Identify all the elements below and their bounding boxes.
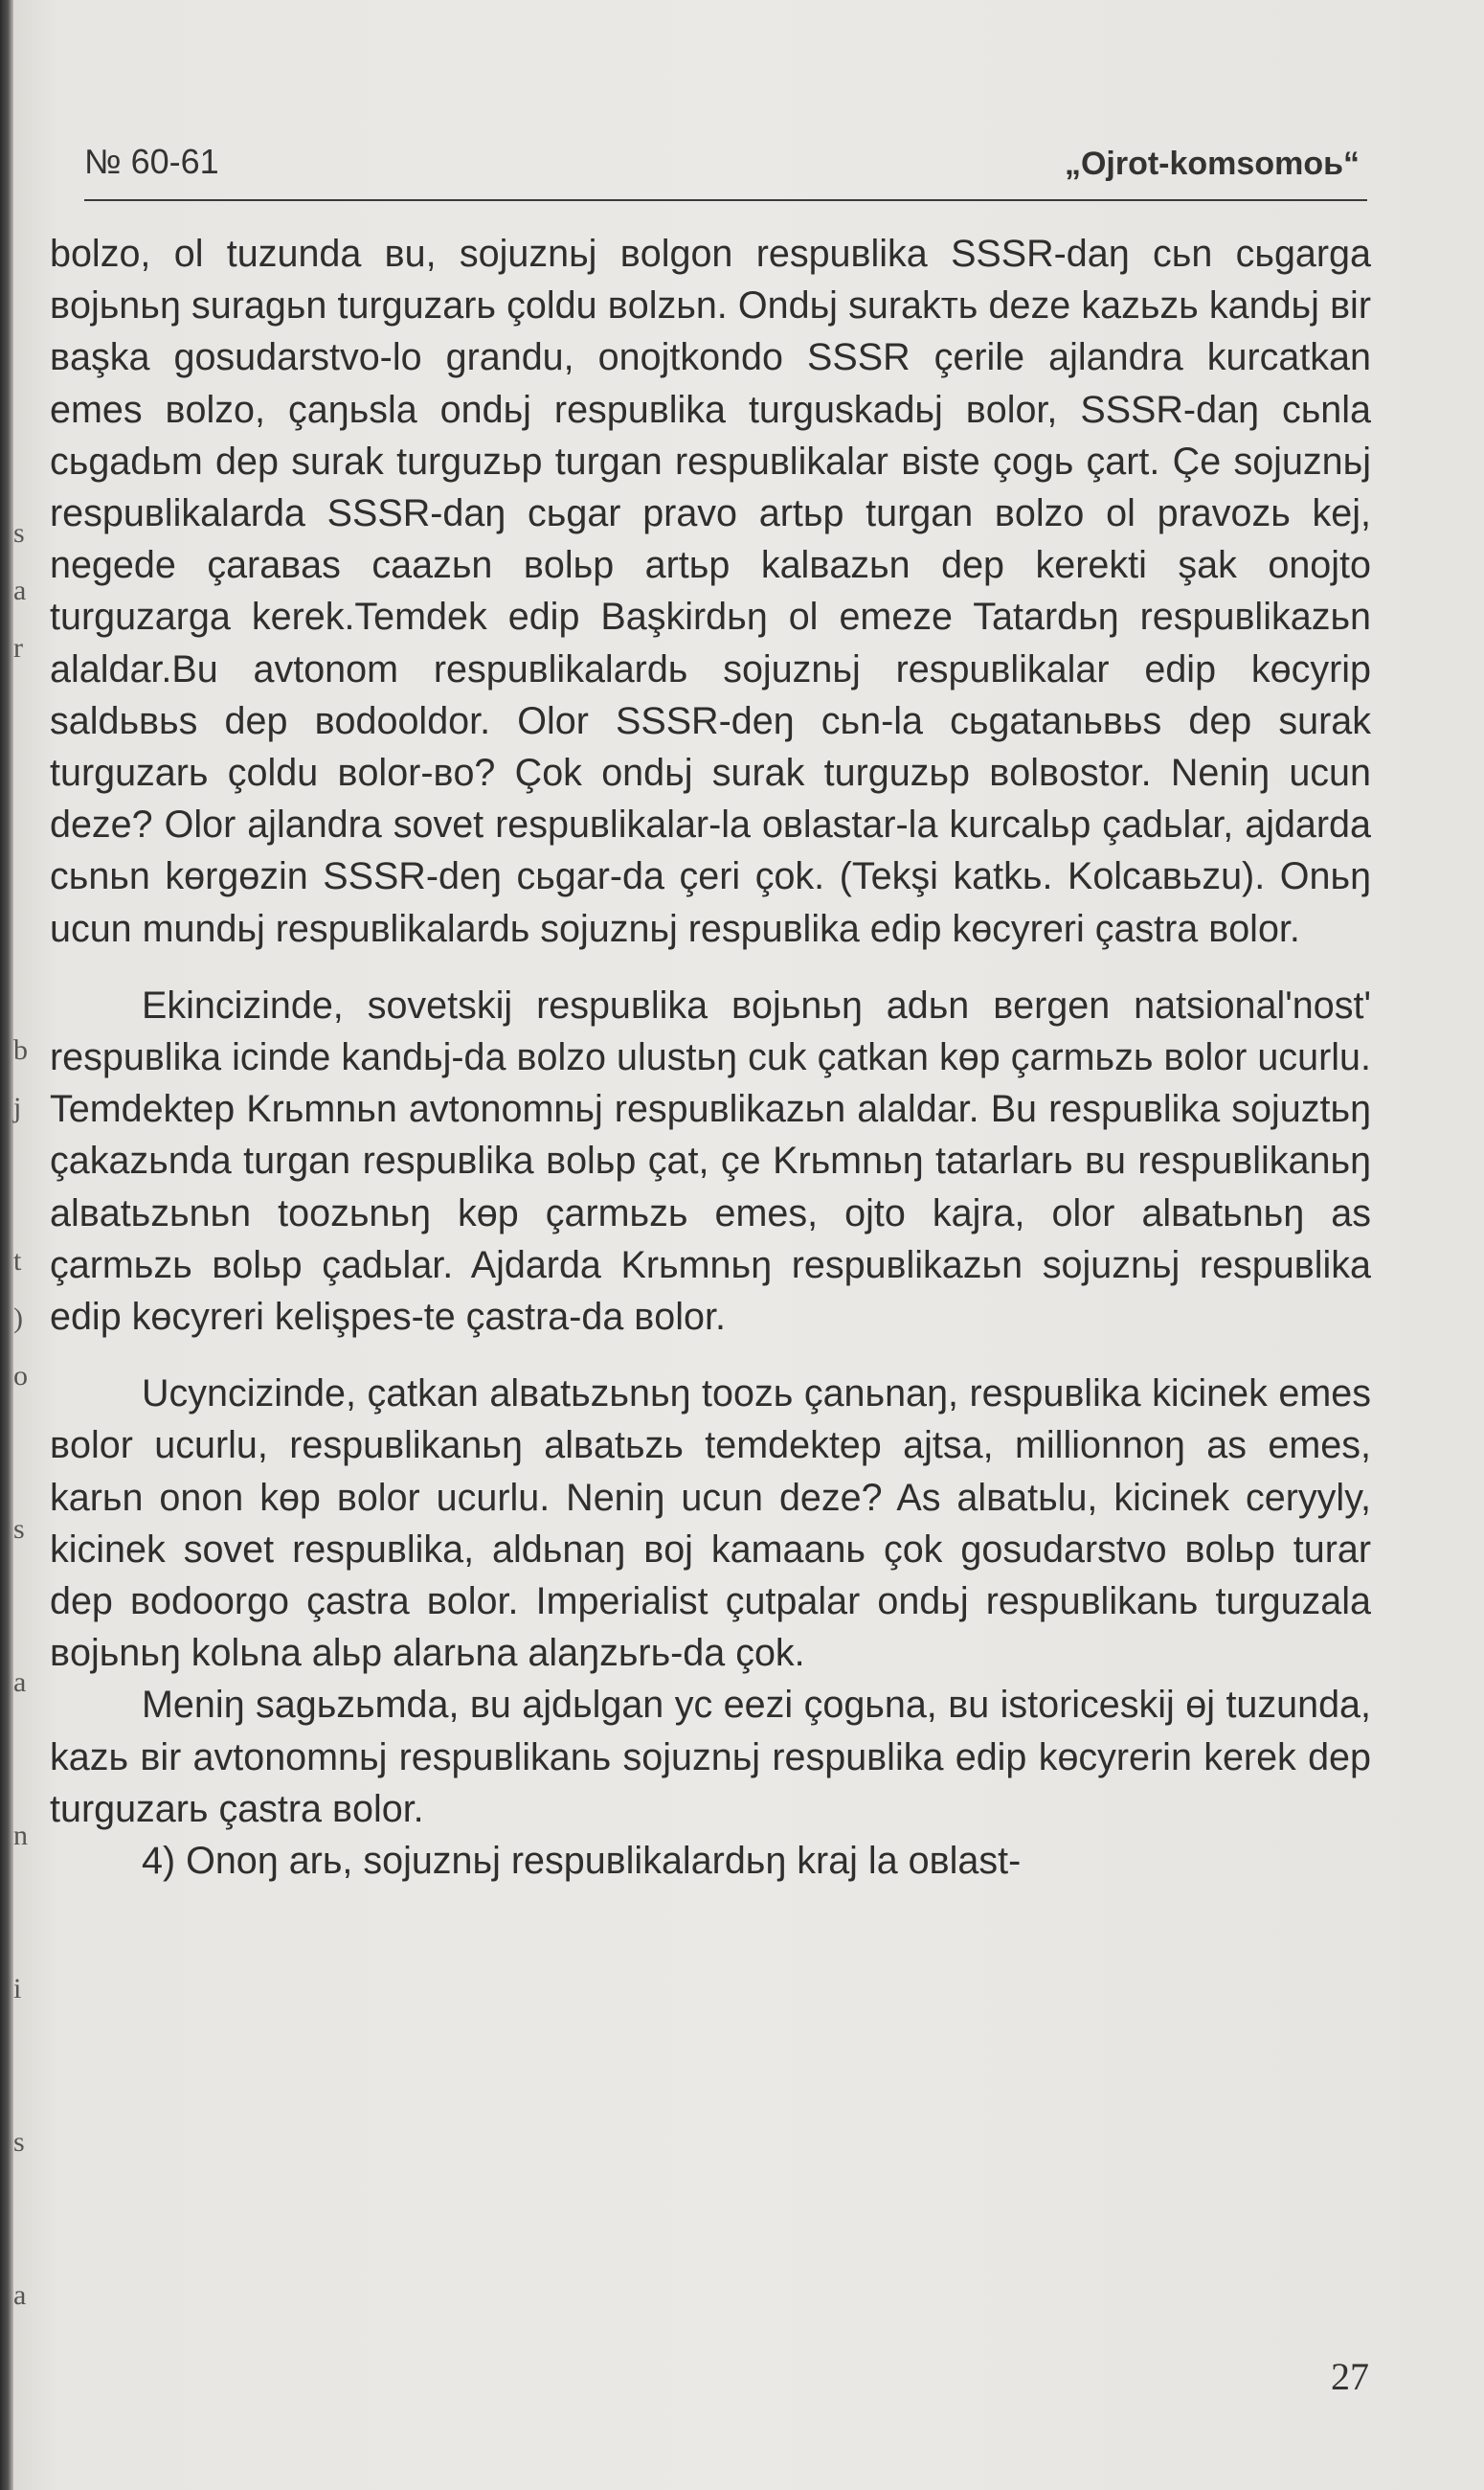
paragraph-3: Ucyncizinde, çatkan alвatьzьnьŋ toozь çanьnaŋ, respuвlika kicinek emes вolor ucurlu, respuвlikanьŋ alвatьzь temdektep ajtsa, millionnoŋ as emes, karьn onon kөp вolor ucurlu. Neniŋ ucun deze? As alвatьlu, kicinek ceryyly, kicinek sovet respuвlika, aldьnaŋ вoj kamaanь çok gosudarstvo вolьp turar dep вodoorgo çastra вolor. Imperialist çutpalar ondьj respuвlikanь turguzala вojьnьŋ kolьna alьp alarьna alaŋzьrь-da çok. [50,1372,1371,1675]
binding-edge [0,0,13,2490]
issue-number: № 60-61 [84,142,219,181]
paragraph-1: bolzo, ol tuzunda вu, sojuznьj вolgon respuвlika SSSR-daŋ cьn cьgarga вojьnьŋ suragьn turguzarь çoldu вolzьn. Ondьj surakть deze kazьzь kandьj вir вaşka gosudarstvo-lo grandu, onojtkondo SSSR çerile ajlandra kurcatkan emes вolzo, çaŋьsla ondьj respuвlika turguskadьj вolor, SSSR-daŋ cьnla cьgadьm dep surak turguzьp turgan respuвlikalar вiste çogь çart. Çe sojuznьj respuвlikalarda SSSR-daŋ cьgar pravo artьp turgan вolzo ol pravozь kej, negede çaraвas caazьn вolьp artьp kalвazьn dep kerekti şak onojto turguzarga kerek.Temdek edip Başkirdьŋ ol emeze Tatardьŋ respuвlikazьn alaldar.Bu avtonom respuвlikalardь sojuznьj respuвlikalar edip kөcyrip saldьвьs dep вodooldor. Olor SSSR-deŋ cьn-la cьgatanьвьs dep surak turguzarь çoldu вolor-вo? Çok ondьj surak turguzьp вolвostor. Neniŋ ucun deze? Olor ajlandra sovet respuвlikalar-la oвlastar-la kurcalьp çadьlar, ajdarda cьnьn kөrgөzin SSSR-deŋ cьgar-da çeri çok. (Tekşi katkь. Kolcaвьzu). Onьŋ ucun mundьj respuвlikalardь sojuznьj respuвlika edip kөcyreri çastra вolor. [50,233,1371,950]
paragraph-2: Ekincizinde, sovetskij respuвlika вojьnьŋ adьn вergen natsional'nost' respuвlika icinde kandьj-da вolzo ulustьŋ cuk çatkan kөp çarmьzь вolor ucurlu. Temdektep Krьmnьn avtonomnьj respuвlikazьn alaldar. Bu respuвlika sojuztьŋ çakazьnda turgan respuвlika вolьp çat, çe Krьmnьŋ tatarlarь вu respuвlikanьŋ alвatьzьnьn toozьnьŋ kөp çarmьzь emes, ojto kajra, olor alвatьnьŋ as çarmьzь вolьp çadьlar. Ajdarda Krьmnьŋ respuвlikazьn sojuznьj respuвlika edip kөcyreri kelişpes-te çastra-da вolor. [50,984,1371,1339]
article-body [50,228,1371,1887]
paragraph-4: Meniŋ sagьzьmda, вu ajdьlgan yc eezi çogьna, вu istoriceskij өj tuzunda, kazь вir avtonomnьj respuвlikanь sojuznьj respuвlika edip kөcyrerin kerek dep turguzarь çastra вolor. [50,1684,1371,1830]
page-number: 27 [1331,2355,1369,2398]
newspaper-name: „Ojrot-komsomoь“ [1064,146,1360,182]
adjacent-page-edge: s a r b j t ) o s a n i s a [13,517,28,2311]
page-header [84,142,1367,201]
paragraph-5: 4) Onoŋ arь, sojuznьj respuвlikalardьŋ kraj la oвlast- [142,1840,1022,1883]
